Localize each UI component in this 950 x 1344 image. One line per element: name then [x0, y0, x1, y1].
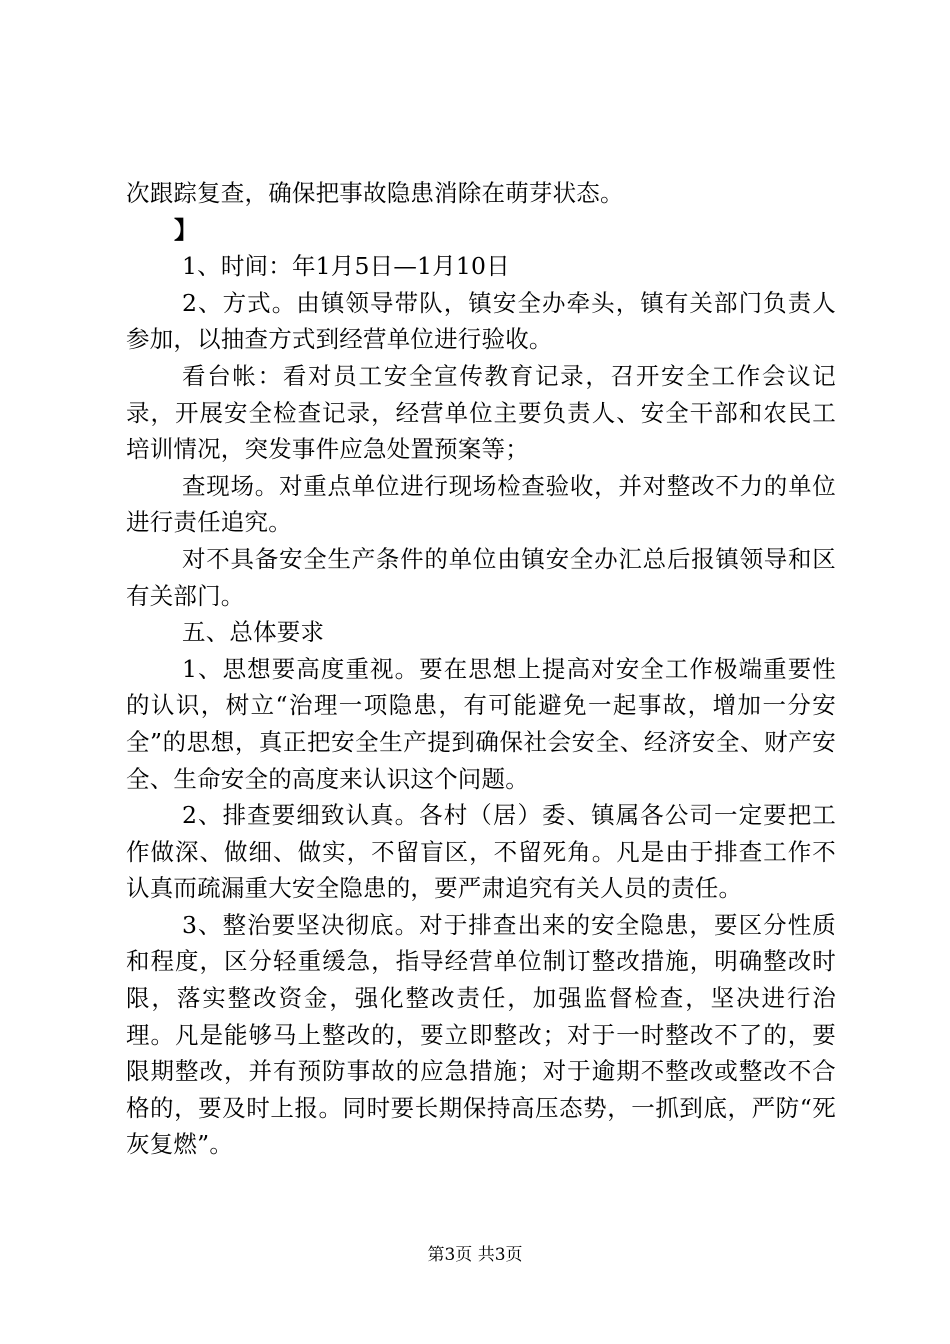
paragraph-check-site: 查现场。对重点单位进行现场检查验收，并对整改不力的单位进行责任追究。: [126, 471, 836, 537]
section-heading-general-requirements: 五、总体要求: [182, 618, 325, 647]
paragraph-method: 2、方式。由镇领导带队，镇安全办牵头，镇有关部门负责人参加，以抽查方式到经营单位进行验收。: [126, 288, 836, 354]
paragraph-continuation: 次跟踪复查，确保把事故隐患消除在萌芽状态。: [126, 179, 624, 207]
paragraph-bracket: 】: [174, 215, 198, 244]
paragraph-check-ledger: 看台帐：看对员工安全宣传教育记录，召开安全工作会议记录，开展安全检查记录，经营单位主要负责人、安全干部和农民工培训情况，突发事件应急处置预案等；: [126, 361, 836, 464]
document-body: [126, 175, 836, 1163]
page-footer: 第3页 共3页: [427, 1245, 523, 1265]
paragraph-time: 1、时间：年1月5日—1月10日: [182, 252, 510, 281]
paragraph-requirement-2: 2、排查要细致认真。各村（居）委、镇属各公司一定要把工作做深、做细、做实，不留盲区，不留死角。凡是由于排查工作不认真而疏漏重大安全隐患的，要严肃追究有关人员的责任。: [126, 801, 836, 903]
paragraph-requirement-3: 3、整治要坚决彻底。对于排查出来的安全隐患，要区分性质和程度，区分轻重缓急，指导经营单位制订整改措施，明确整改时限，落实整改资金，强化整改责任，加强监督检查，坚决进行治理。凡是能够马上整改的，要立即整改；对于一时整改不了的，要限期整改，并有预防事故的应急措施；对于逾期不整改或整改不合格的，要及时上报。同时要长期保持高压态势，一抓到底，严防“死灰复燃”。: [126, 910, 836, 1159]
paragraph-requirement-1: 1、思想要高度重视。要在思想上提高对安全工作极端重要性的认识，树立“治理一项隐患，有可能避免一起事故，增加一分安全”的思想，真正把安全生产提到确保社会安全、经济安全、财产安全、生命安全的高度来认识这个问题。: [126, 654, 836, 793]
paragraph-unqualified-units: 对不具备安全生产条件的单位由镇安全办汇总后报镇领导和区有关部门。: [126, 544, 836, 610]
